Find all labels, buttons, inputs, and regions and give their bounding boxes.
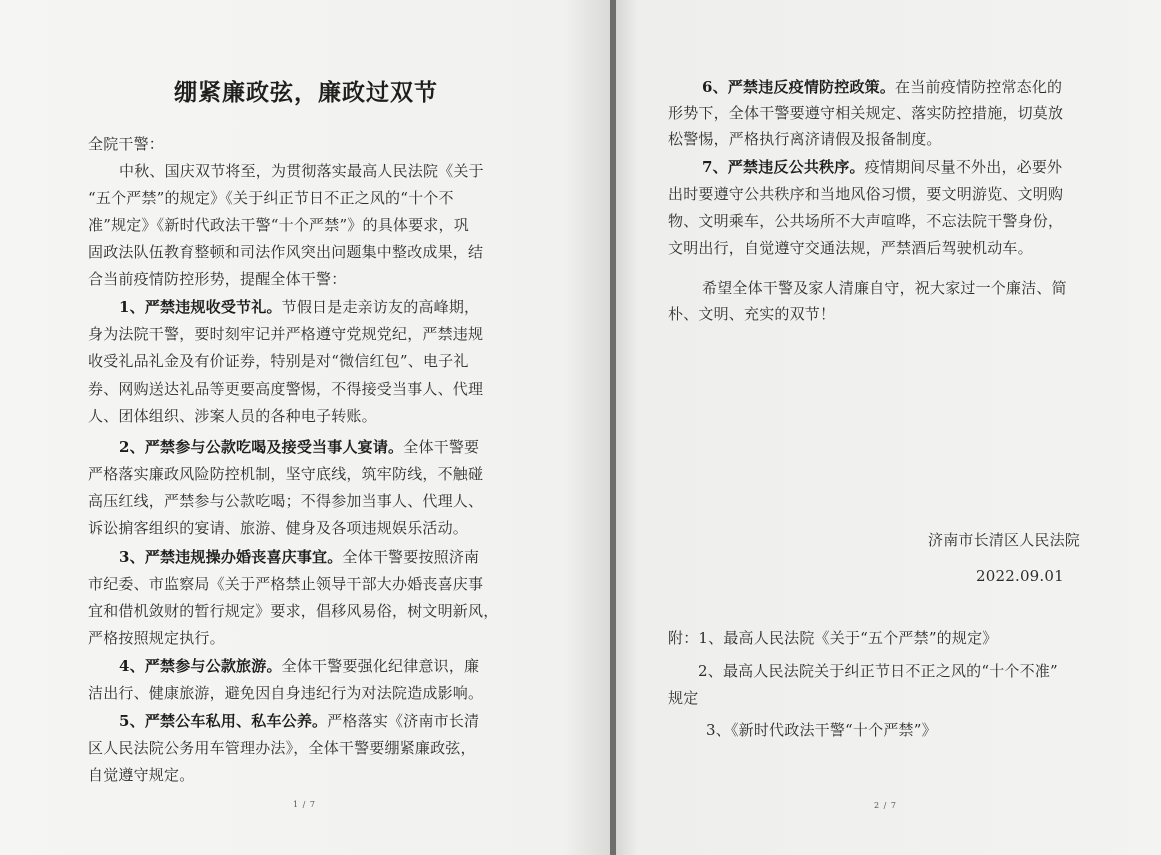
rule-text: 市纪委、市监察局《关于严格禁止领导干部大办婚丧喜庆事 xyxy=(88,575,484,593)
issuer-signature: 济南市长清区人民法院 xyxy=(928,531,1081,549)
rule-text: 在当前疫情防控常态化的 xyxy=(895,78,1063,96)
rule-heading: 6、严禁违反疫情防控政策。 xyxy=(702,78,896,96)
rule-text: 全体干警要强化纪律意识，廉 xyxy=(281,657,480,675)
rule-item-3 xyxy=(119,547,479,567)
rule-heading: 2、严禁参与公款吃喝及接受当事人宴请。 xyxy=(119,438,404,456)
rule-text: 券、网购送达礼品等更要高度警惕，不得接受当事人、代理 xyxy=(88,380,484,398)
rule-text: 全体干警要 xyxy=(403,438,480,456)
rule-text: 身为法院干警，要时刻牢记并严格遵守党规党纪，严禁违规 xyxy=(88,325,484,343)
rule-text: 自觉遵守规定。 xyxy=(88,766,195,784)
salutation: 全院干警： xyxy=(88,135,165,153)
intro-line: 准”规定》《新时代政法干警“十个严禁”》的具体要求，巩 xyxy=(88,216,469,234)
rule-heading: 7、严禁违反公共秩序。 xyxy=(702,158,865,176)
page-2 xyxy=(616,0,1161,855)
closing-text: 朴、文明、充实的双节！ xyxy=(668,305,836,323)
rule-item-4 xyxy=(119,656,479,676)
rule-text: 收受礼品礼金及有价证券，特别是对“微信红包”、电子礼 xyxy=(88,352,469,370)
rule-item-5 xyxy=(119,711,479,731)
closing-text: 希望全体干警及家人清廉自守，祝大家过一个廉洁、简 xyxy=(702,279,1067,297)
rule-item-1 xyxy=(119,297,479,317)
rule-text: 宜和借机敛财的暂行规定》要求，倡移风易俗，树文明新风， xyxy=(88,602,499,620)
intro-line: 合当前疫情防控形势，提醒全体干警： xyxy=(88,270,347,288)
rule-text: 区人民法院公务用车管理办法》，全体干警要绷紧廉政弦， xyxy=(88,739,476,757)
rule-text: 松警惕，严格执行离济请假及报备制度。 xyxy=(668,130,942,148)
rule-text: 严格落实廉政风险防控机制，坚守底线，筑牢防线，不触碰 xyxy=(88,465,484,483)
rule-text: 文明出行，自觉遵守交通法规，严禁酒后驾驶机动车。 xyxy=(668,239,1033,257)
rule-item-2 xyxy=(119,437,479,457)
rule-text: 物、文明乘车，公共场所不大声喧哗，不忘法院干警身份， xyxy=(668,212,1064,230)
appendix-item: 附：1、最高人民法院《关于“五个严禁”的规定》 xyxy=(668,629,998,647)
rule-text: 疫情期间尽量不外出，必要外 xyxy=(864,158,1063,176)
rule-text: 节假日是走亲访友的高峰期， xyxy=(281,298,480,316)
page-number: 1 / 7 xyxy=(293,800,316,809)
rule-text: 诉讼掮客组织的宴请、旅游、健身及各项违规娱乐活动。 xyxy=(88,519,469,537)
rule-text: 严格落实《济南市长清 xyxy=(327,712,480,730)
rule-text: 人、团体组织、涉案人员的各种电子转账。 xyxy=(88,407,377,425)
rule-text: 出时要遵守公共秩序和当地风俗习惯，要文明游览、文明购 xyxy=(668,185,1064,203)
intro-line: 中秋、国庆双节将至，为贯彻落实最高人民法院《关于 xyxy=(119,162,484,180)
rule-heading: 1、严禁违规收受节礼。 xyxy=(119,298,282,316)
rule-text: 形势下，全体干警要遵守相关规定、落实防控措施，切莫放 xyxy=(668,104,1064,122)
issue-date: 2022.09.01 xyxy=(976,567,1064,585)
intro-line: “五个严禁”的规定》《关于纠正节日不正之风的“十个不 xyxy=(88,189,454,207)
appendix-item: 规定 xyxy=(668,689,699,707)
rule-text: 严格按照规定执行。 xyxy=(88,629,225,647)
page-number: 2 / 7 xyxy=(874,801,897,810)
appendix-item: 3、《新时代政法干警“十个严禁”》 xyxy=(706,721,937,739)
rule-heading: 3、严禁违规操办婚丧喜庆事宜。 xyxy=(119,548,343,566)
appendix-item: 2、最高人民法院关于纠正节日不正之风的“十个不准” xyxy=(698,662,1058,680)
rule-item-7 xyxy=(702,157,1062,177)
rule-text: 高压红线，严禁参与公款吃喝；不得参加当事人、代理人、 xyxy=(88,492,484,510)
rule-item-6 xyxy=(702,77,1062,97)
document-title: 绷紧廉政弦，廉政过双节 xyxy=(174,79,438,106)
rule-heading: 4、严禁参与公款旅游。 xyxy=(119,657,282,675)
intro-line: 固政法队伍教育整顿和司法作风突出问题集中整改成果，结 xyxy=(88,243,484,261)
rule-text: 全体干警要按照济南 xyxy=(342,548,480,566)
rule-heading: 5、严禁公车私用、私车公养。 xyxy=(119,712,328,730)
rule-text: 洁出行、健康旅游，避免因自身违纪行为对法院造成影响。 xyxy=(88,684,484,702)
